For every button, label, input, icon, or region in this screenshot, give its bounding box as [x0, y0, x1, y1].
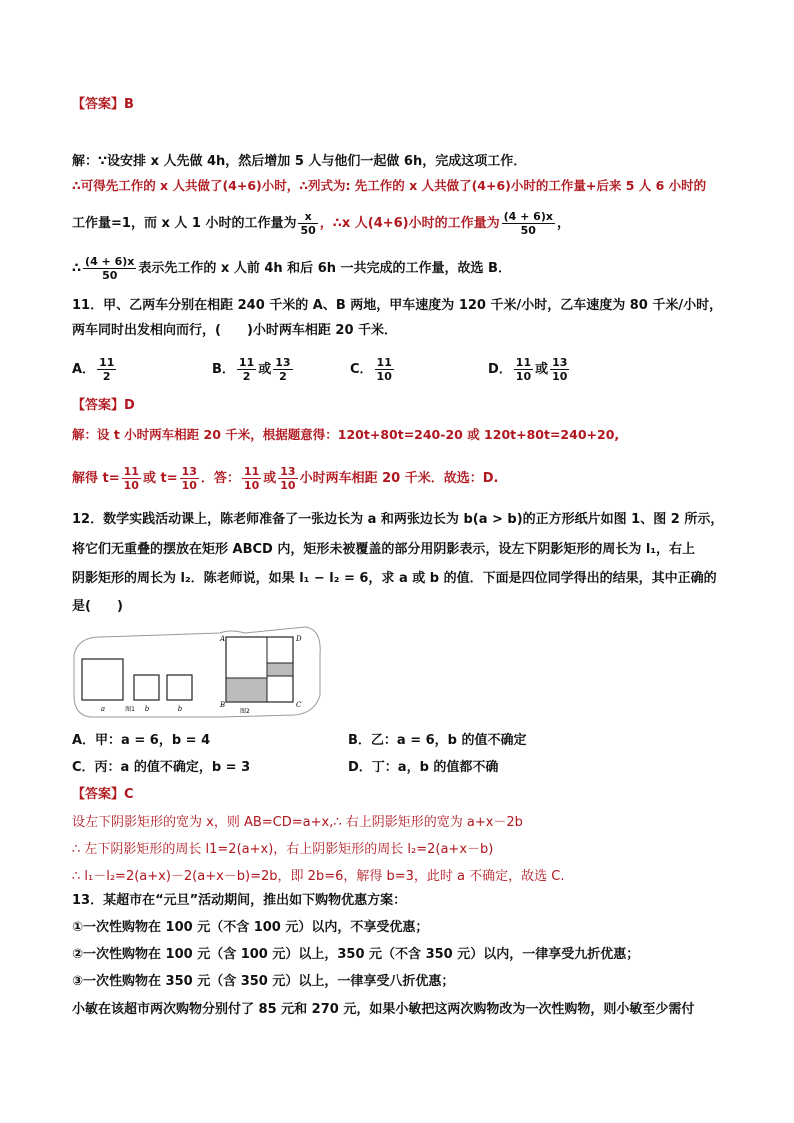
question-line: ②一次性购物在 100 元（含 100 元）以上，350 元（不含 350 元）以内，一律享受九折优惠；	[72, 947, 640, 962]
solution-line: ∴ l₁－l₂=2(a+x)－2(a+x－b)=2b，即 2b=6，解得 b=3，此时 a 不确定，故选 C.	[72, 869, 565, 884]
question-line: 两车同时出发相向而行，( )小时两车相距 20 千米．	[72, 323, 398, 338]
label-A: A	[220, 635, 226, 643]
solution-line: ∴可得先工作的 x 人共做了(4+6)小时，∴列式为: 先工作的 x 人共做了(4+6)小时的工作量+后来 5 人 6 小时的	[72, 178, 707, 193]
label-fig2: 图2	[240, 708, 250, 715]
square-b-placed-1	[267, 637, 293, 663]
label-D: D	[296, 635, 302, 643]
option-a: A． $\frac{11}{2}$	[72, 356, 115, 383]
square-b-2	[167, 675, 192, 700]
square-b-placed-2	[267, 676, 293, 702]
option-b: B．乙：a = 6，b 的值不确定	[348, 733, 527, 748]
square-a-placed	[226, 637, 267, 678]
label-fig1: 图1	[125, 706, 135, 713]
solution-line: 解：∵设安排 x 人先做 4h，然后增加 5 人与他们一起做 6h，完成这项工作．	[72, 154, 527, 169]
label-b-1: b	[144, 705, 150, 713]
solution-line: 工作量=1，而 x 人 1 小时的工作量为 $\frac{x}{50}$ ，∴x 人(4+6)小时的工作量为 $\frac{(4 + 6)x}{50}$ ，	[72, 210, 570, 237]
answer-label: 【答案】B	[72, 97, 134, 112]
question-line: 将它们无重叠的摆放在矩形 ABCD 内，矩形未被覆盖的部分用阴影表示，设左下阴影矩形的周长为 l₁，右上	[72, 542, 696, 557]
option-d: D． $\frac{11}{10}$ 或 $\frac{13}{10}$	[488, 356, 568, 383]
question-line: 11．甲、乙两车分别在相距 240 千米的 A、B 两地，甲车速度为 120 千米/小时，乙车速度为 80 千米/小时，	[72, 298, 723, 313]
label-B: B	[220, 701, 226, 709]
solution-line: 设左下阴影矩形的宽为 x，则 AB=CD=a+x,∴ 右上阴影矩形的宽为 a+x－2b	[72, 815, 523, 830]
answer-label: 【答案】D	[72, 398, 135, 413]
solution-line: ∴ 左下阴影矩形的周长 l1=2(a+x)，右上阴影矩形的周长 l₂=2(a+x－b)	[72, 842, 494, 857]
solution-line: 解：设 t 小时两车相距 20 千米，根据题意得：120t+80t=240-20 或 120t+80t=240+20,	[72, 427, 620, 442]
option-c: C．丙：a 的值不确定，b = 3	[72, 760, 251, 775]
option-b: B． $\frac{11}{2}$ 或 $\frac{13}{2}$	[212, 356, 291, 383]
square-b-1	[134, 675, 159, 700]
question-line: 是( )	[72, 599, 123, 614]
question-line: 小敏在该超市两次购物分别付了 85 元和 270 元，如果小敏把这两次购物改为一次性购物，则小敏至少需付	[72, 1002, 695, 1017]
label-C: C	[296, 701, 302, 709]
question-line: 12．数学实践活动课上，陈老师准备了一张边长为 a 和两张边长为 b(a > b)的正方形纸片如图 1、图 2 所示，	[72, 512, 724, 527]
option-a: A．甲：a = 6，b = 4	[72, 733, 211, 748]
shaded-rect-lower-left	[226, 678, 267, 702]
question-line: 阴影矩形的周长为 l₂．陈老师说，如果 l₁ − l₂ = 6，求 a 或 b 的值．下面是四位同学得出的结果，其中正确的	[72, 571, 717, 586]
square-a	[82, 659, 123, 700]
label-a: a	[100, 705, 106, 713]
question-line: ①一次性购物在 100 元（不含 100 元）以内，不享受优惠；	[72, 920, 429, 935]
question-line: 13．某超市在“元旦”活动期间，推出如下购物优惠方案：	[72, 893, 407, 908]
option-d: D．丁：a，b 的值都不确	[348, 760, 499, 775]
figure-squares	[70, 625, 326, 721]
option-c: C． $\frac{11}{10}$	[350, 356, 392, 383]
solution-line: ∴ $\frac{(4 + 6)x}{50}$ 表示先工作的 x 人前 4h 和后 6h 一共完成的工作量，故选 B．	[72, 255, 511, 282]
label-b-2: b	[177, 705, 183, 713]
question-line: ③一次性购物在 350 元（含 350 元）以上，一律享受八折优惠；	[72, 974, 455, 989]
shaded-rect-upper-right	[267, 663, 293, 676]
answer-label: 【答案】C	[72, 787, 134, 802]
solution-line: 解得 t= $\frac{11}{10}$ 或 t= $\frac{13}{10}$ ．答： $\frac{11}{10}$ 或 $\frac{13}{10}$ 小时两车相距 20 千米．故选：D.	[72, 465, 499, 492]
